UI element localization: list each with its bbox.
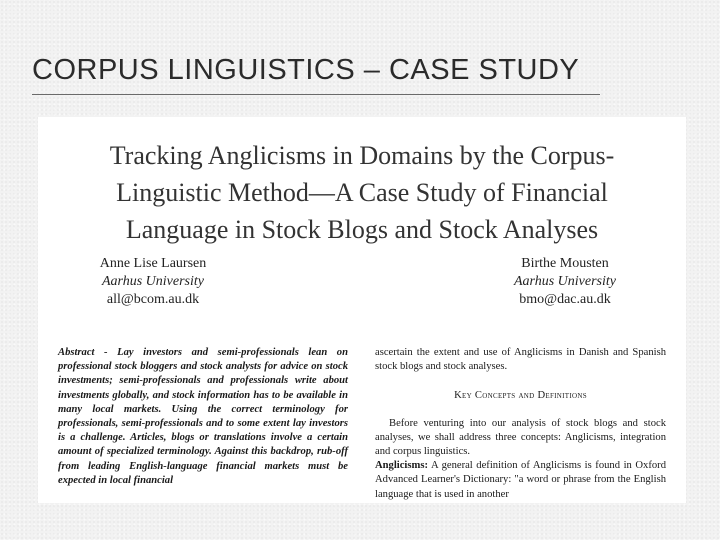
body-column (375, 346, 666, 502)
paper-title-line-2: Linguistic Method—A Case Study of Financial (116, 178, 608, 207)
author-name: Anne Lise Laursen (99, 256, 207, 271)
paper-title (38, 137, 686, 248)
body-paragraph: Before venturing into our analysis of stock blogs and stock analyses, we shall address three concepts: Anglicisms, integration and corpus linguistics. (375, 417, 666, 458)
author-email: bmo@dac.au.dk (519, 292, 611, 307)
section-heading: Key Concepts and Definitions (454, 390, 587, 402)
title-divider (32, 94, 600, 95)
paper-title-line-3: Language in Stock Blogs and Stock Analyses (125, 215, 599, 244)
intro-text: ascertain the extent and use of Anglicisms in Danish and Spanish stock blogs and stock analyses. (375, 347, 666, 373)
author-affiliation: Aarhus University (101, 274, 204, 289)
slide-title: CORPUS LINGUISTICS – CASE STUDY (32, 54, 580, 86)
author-email: all@bcom.au.dk (106, 292, 200, 307)
definition-text: A general definition of Anglicisms is found in Oxford Advanced Learner's Dictionary: "a word or phrase from the English language that is used in another (375, 460, 666, 500)
author-block-2 (490, 255, 640, 309)
paper-title-line-1: Tracking Anglicisms in Domains by the Corpus- (109, 141, 615, 170)
author-affiliation: Aarhus University (513, 274, 616, 289)
abstract-text: Abstract - Lay investors and semi-professionals lean on professional stock bloggers and stock analysts for advice on stock investments; semi-professionals and professionals write about investments globally, and stock information has to be available in many local markets. Using the correct terminology for professionals, semi-professionals and to some extent lay investors is a challenge. Articles, blogs or translations involve a certain amount of specialized terminology. Against this backdrop, rub-off from leading English-language financial markets must be expected in local financial (58, 347, 348, 486)
abstract-column (58, 346, 348, 488)
body-paragraph-anglicisms (375, 459, 666, 502)
paper-excerpt-image (38, 117, 686, 503)
author-name: Birthe Mousten (521, 256, 609, 271)
author-block-1 (78, 255, 228, 309)
term-label: Anglicisms: (375, 460, 428, 472)
